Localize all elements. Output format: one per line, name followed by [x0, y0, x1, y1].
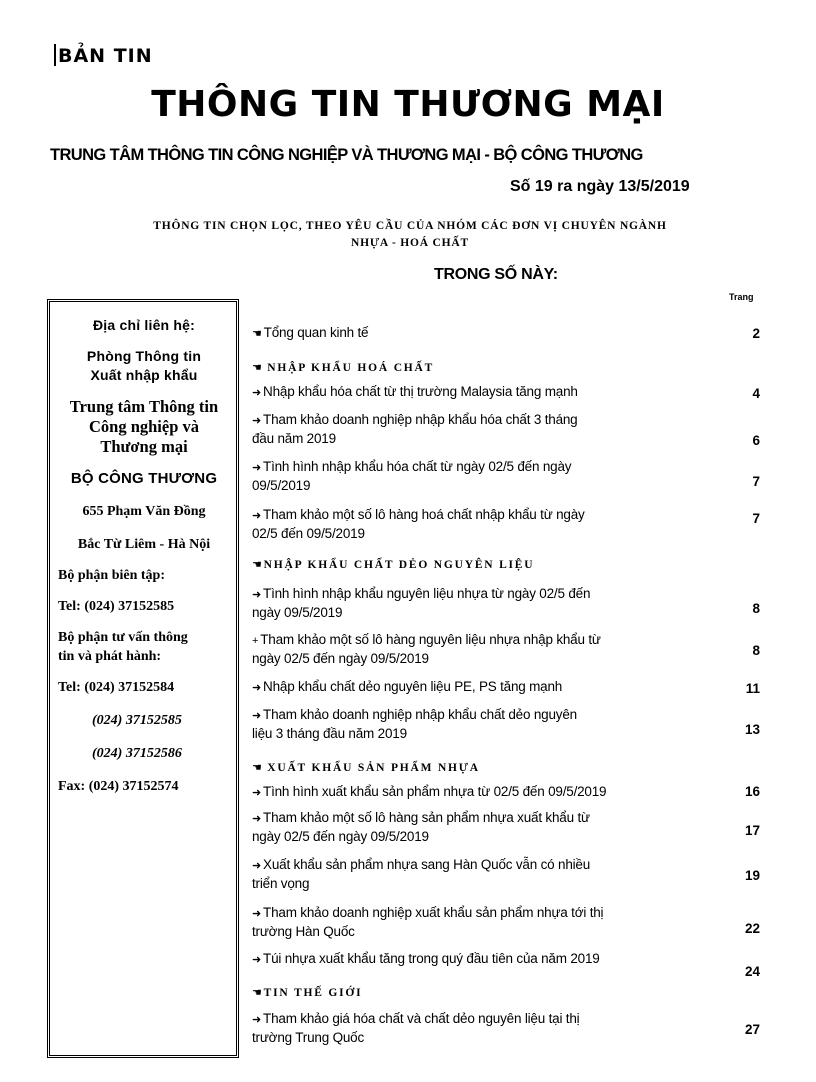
- consult-tel-3: (024) 37152586: [92, 746, 182, 761]
- toc-heading: TRONG SỐ NÀY:: [434, 266, 558, 283]
- bulletin-label: BẢN TIN: [54, 44, 153, 67]
- address-line-2: Bắc Từ Liêm - Hà Nội: [77, 537, 211, 552]
- center-name: Trung tâm Thông tin Công nghiệp và Thương mại: [69, 397, 219, 456]
- editorial-tel: Tel: (024) 37152585: [58, 599, 175, 614]
- page-column-label: Trang: [729, 292, 754, 302]
- selection-note: THÔNG TIN CHỌN LỌC, THEO YÊU CẦU CỦA NHÓM CÁC ĐƠN VỊ CHUYÊN NGÀNH NHỰA - HOÁ CHẤT: [153, 220, 667, 249]
- arrow-icon: ➜: [252, 510, 262, 522]
- arrow-icon: ➜: [252, 710, 262, 722]
- arrow-icon: ☚: [252, 987, 262, 999]
- arrow-icon: ☚: [252, 362, 262, 374]
- address-line-1: 655 Phạm Văn Đồng: [82, 504, 206, 519]
- arrow-icon: ➜: [252, 908, 262, 920]
- consult-tel-2: (024) 37152585: [92, 713, 182, 728]
- arrow-icon: ☚: [252, 762, 262, 774]
- arrow-icon: ➜: [252, 954, 262, 966]
- arrow-icon: ➜: [252, 860, 262, 872]
- arrow-icon: ➜: [252, 682, 262, 694]
- ministry: BỘ CÔNG THƯƠNG: [70, 470, 218, 487]
- fax: Fax: (024) 37152574: [58, 779, 179, 794]
- arrow-icon: ➜: [252, 462, 262, 474]
- issue-number: Số 19 ra ngày 13/5/2019: [510, 178, 690, 195]
- arrow-icon: ➜: [252, 787, 262, 799]
- consult-tel-1: Tel: (024) 37152584: [58, 680, 175, 695]
- editorial-label: Bộ phận biên tập:: [58, 568, 165, 583]
- arrow-icon: ➜: [252, 1014, 262, 1026]
- contact-box: [47, 299, 239, 1058]
- department: Phòng Thông tin Xuất nhập khẩu: [86, 348, 202, 383]
- publisher-subtitle: TRUNG TÂM THÔNG TIN CÔNG NGHIỆP VÀ THƯƠNG MẠI - BỘ CÔNG THƯƠNG: [50, 146, 643, 164]
- arrow-icon: ➜: [252, 813, 262, 825]
- arrow-icon: ➜: [252, 415, 262, 427]
- arrow-icon: ➜: [252, 589, 262, 601]
- page-title: THÔNG TIN THƯƠNG MẠI: [151, 84, 665, 125]
- contact-label: Địa chỉ liên hệ:: [93, 317, 195, 333]
- arrow-icon: ➜: [252, 387, 262, 399]
- arrow-icon: +: [252, 635, 259, 647]
- arrow-icon: ☚: [252, 328, 262, 340]
- arrow-icon: ☚: [252, 559, 262, 571]
- consult-label: Bộ phận tư vấn thông tin và phát hành:: [58, 630, 188, 664]
